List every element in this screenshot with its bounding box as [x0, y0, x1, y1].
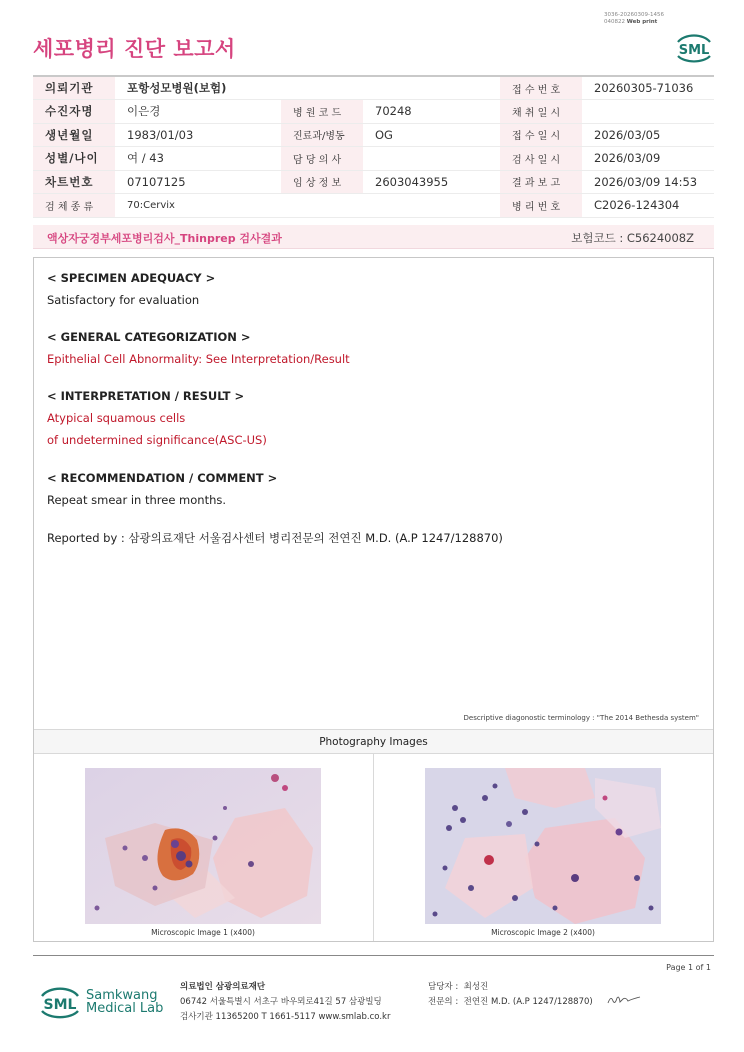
- info-label: 병 원 코 드: [281, 100, 363, 124]
- corporation-contact: 검사기관 11365200 T 1661-5117 www.smlab.co.kr: [180, 1012, 391, 1022]
- signature-icon: [606, 993, 642, 1007]
- report-body: [33, 257, 714, 942]
- info-label: 생년월일: [33, 123, 115, 147]
- info-label: 성별/나이: [33, 147, 115, 171]
- info-label: 진료과/병동: [281, 123, 363, 147]
- info-row: [33, 147, 714, 171]
- info-row: [33, 194, 714, 218]
- image2-caption: Microscopic Image 2 (x400): [491, 928, 595, 937]
- sml-logo-footer-icon: [36, 980, 84, 1020]
- category-heading: < GENERAL CATEGORIZATION >: [47, 330, 251, 344]
- brand-name: [86, 989, 163, 1015]
- info-value: 2026/03/09 14:53: [582, 170, 714, 194]
- staff-label: 담당자 :: [428, 982, 459, 992]
- info-value: C2026-124304: [582, 194, 714, 218]
- corporation-name: 의료법인 삼광의료재단: [180, 982, 266, 992]
- category-section: [47, 330, 350, 366]
- info-value: OG: [363, 123, 500, 147]
- photo-divider: [373, 754, 374, 941]
- doctor-name: 전연진 M.D. (A.P 1247/128870): [463, 997, 593, 1007]
- info-label: 차트번호: [33, 170, 115, 194]
- info-label: 접 수 일 시: [500, 123, 582, 147]
- document-id-line2: 040822: [604, 19, 625, 25]
- sml-logo-text: SML: [678, 43, 710, 58]
- info-label: 의뢰기관: [33, 76, 115, 100]
- photography-images-header: Photography Images: [34, 729, 713, 754]
- info-label: 담 당 의 사: [281, 147, 363, 171]
- info-value: 20260305-71036: [582, 76, 714, 100]
- image1-caption: Microscopic Image 1 (x400): [151, 928, 255, 937]
- info-label: 검 사 일 시: [500, 147, 582, 171]
- interpretation-section: [47, 389, 267, 447]
- recommendation-section: [47, 471, 277, 507]
- info-row: [33, 123, 714, 147]
- info-label: 접 수 번 호: [500, 76, 582, 100]
- test-name-bar: [33, 225, 714, 249]
- interpretation-line1: Atypical squamous cells: [47, 411, 186, 425]
- info-row: [33, 170, 714, 194]
- info-label: 임 상 정 보: [281, 170, 363, 194]
- info-label: 병 리 번 호: [500, 194, 582, 218]
- doctor-label: 전문의 :: [428, 997, 459, 1007]
- info-value: 2026/03/09: [582, 147, 714, 171]
- info-value: 70:Cervix: [115, 194, 500, 218]
- report-title: 세포병리 진단 보고서: [33, 37, 236, 61]
- web-print-label: Web print: [626, 19, 658, 25]
- brand-line1: Samkwang: [86, 988, 158, 1003]
- terminology-note: Descriptive diagonostic terminology : "The 2014 Bethesda system": [463, 714, 699, 722]
- recommendation-text: Repeat smear in three months.: [47, 493, 227, 507]
- staff-info: [428, 980, 593, 1010]
- insurance-code: 보험코드 : C5624008Z: [571, 231, 694, 245]
- info-value: 2603043955: [363, 170, 500, 194]
- info-label: 수진자명: [33, 100, 115, 124]
- interpretation-heading: < INTERPRETATION / RESULT >: [47, 389, 245, 403]
- category-text: Epithelial Cell Abnormality: See Interpretation/Result: [47, 352, 350, 366]
- page-number: Page 1 of 1: [666, 963, 711, 972]
- document-id-line1: 3036-20260309-1456: [604, 12, 664, 18]
- brand-line2: Medical Lab: [86, 1001, 164, 1016]
- info-label: 결 과 보 고: [500, 170, 582, 194]
- info-label: 채 취 일 시: [500, 100, 582, 124]
- info-value: 이은경: [115, 100, 281, 124]
- info-value: 포항성모병원(보험): [115, 76, 500, 100]
- info-value: 70248: [363, 100, 500, 124]
- test-name: 액상자궁경부세포병리검사_Thinprep 검사결과: [47, 232, 282, 245]
- info-value: 1983/01/03: [115, 123, 281, 147]
- reported-by: Reported by : 삼광의료재단 서울검사센터 병리전문의 전연진 M.D. (A.P 1247/128870): [47, 531, 503, 545]
- info-value: [363, 147, 500, 171]
- document-id: [604, 12, 664, 26]
- microscopic-image-1: [85, 768, 321, 924]
- interpretation-line2: of undetermined significance(ASC-US): [47, 433, 267, 447]
- info-value: 07107125: [115, 170, 281, 194]
- info-value: 여 / 43: [115, 147, 281, 171]
- sml-logo-icon: [672, 28, 716, 64]
- info-row: [33, 100, 714, 124]
- adequacy-heading: < SPECIMEN ADEQUACY >: [47, 271, 216, 285]
- corporation-info: [180, 980, 390, 1025]
- staff-name: 최성진: [463, 982, 489, 992]
- info-row: [33, 76, 714, 100]
- recommendation-heading: < RECOMMENDATION / COMMENT >: [47, 471, 278, 485]
- patient-info-table: [33, 75, 714, 218]
- corporation-address: 06742 서울특별시 서초구 바우뫼로41길 57 삼광빌딩: [180, 997, 382, 1007]
- sml-footer-logo-text: SML: [43, 997, 77, 1013]
- adequacy-text: Satisfactory for evaluation: [47, 293, 200, 307]
- microscopic-image-2: [425, 768, 661, 924]
- info-value: [582, 100, 714, 124]
- info-label: 검 체 종 류: [33, 194, 115, 218]
- footer-divider: [33, 955, 714, 956]
- info-value: 2026/03/05: [582, 123, 714, 147]
- adequacy-section: [47, 271, 215, 307]
